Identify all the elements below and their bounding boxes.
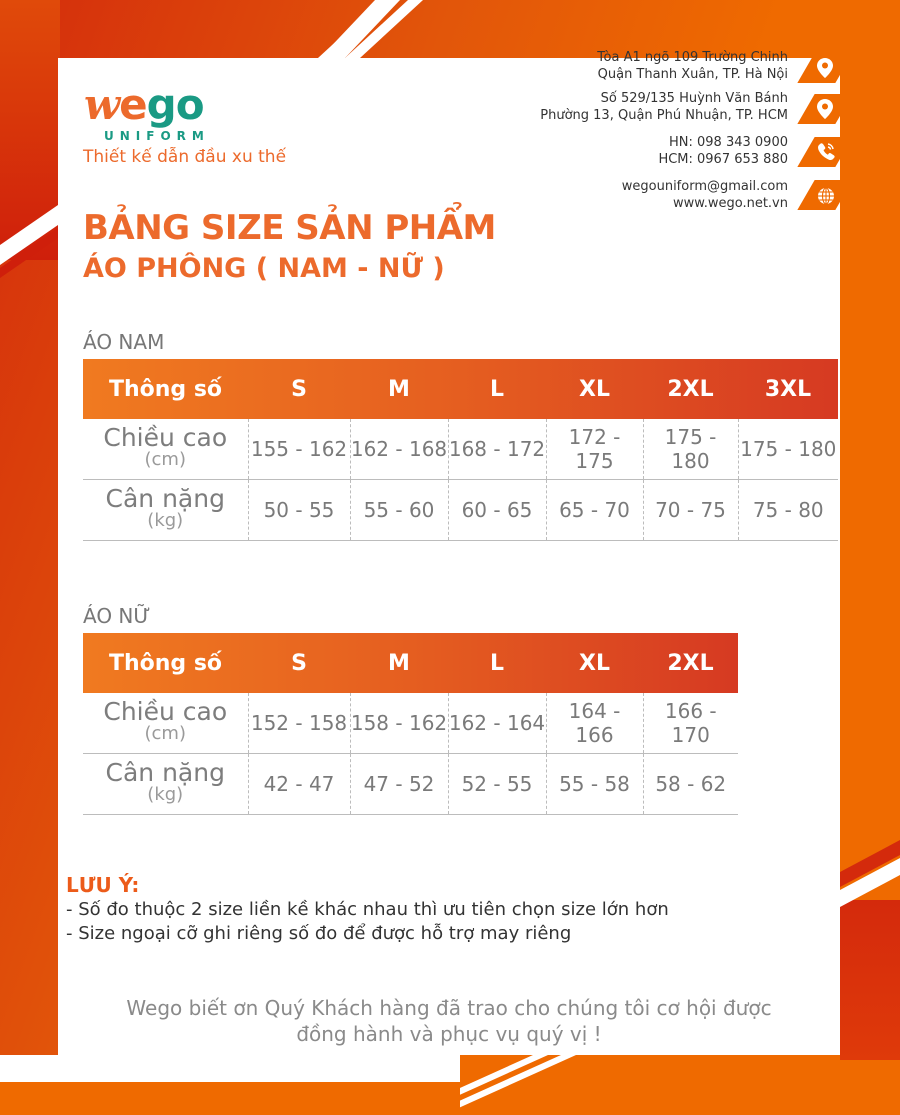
- page-subtitle: ÁO PHÔNG ( NAM - NỮ ): [83, 253, 445, 284]
- table-row: [83, 754, 738, 815]
- table-row: [83, 480, 838, 541]
- row-label: Cân nặng (kg): [83, 754, 248, 815]
- contact-address-hcm: [540, 90, 788, 124]
- table-cell: 42 - 47: [248, 754, 350, 815]
- men-section-label: ÁO NAM: [83, 330, 165, 354]
- note-item: - Số đo thuộc 2 size liền kề khác nhau thì ưu tiên chọn size lớn hơn: [66, 899, 669, 920]
- header-cell: L: [489, 376, 505, 402]
- table-cell: 60 - 65: [448, 480, 546, 541]
- phone-icon: [806, 137, 844, 167]
- row-label: Chiều cao (cm): [83, 693, 248, 754]
- table-row: [83, 693, 738, 754]
- contact-line: Phường 13, Quận Phú Nhuận, TP. HCM: [540, 108, 788, 123]
- table-cell: 164 - 166: [546, 693, 643, 754]
- header-cell: S: [291, 650, 307, 676]
- table-cell: 55 - 58: [546, 754, 643, 815]
- table-cell: 65 - 70: [546, 480, 643, 541]
- table-cell: 175 - 180: [643, 419, 738, 480]
- email-link[interactable]: wegouniform@gmail.com: [621, 179, 788, 194]
- row-label: Cân nặng (kg): [83, 480, 248, 541]
- table-cell: 172 - 175: [546, 419, 643, 480]
- header-cell: S: [291, 376, 307, 402]
- header-cell: 2XL: [667, 376, 714, 402]
- thanks-line: đồng hành và phục vụ quý vị !: [296, 1022, 602, 1046]
- men-header-row: [83, 359, 838, 419]
- women-header-row: [83, 633, 738, 693]
- table-cell: 152 - 158: [248, 693, 350, 754]
- header-cell: M: [388, 650, 410, 676]
- header-cell: 3XL: [764, 376, 812, 402]
- table-cell: 168 - 172: [448, 419, 546, 480]
- table-cell: 162 - 164: [448, 693, 546, 754]
- bottom-band: [0, 1082, 460, 1115]
- contact-web: [622, 178, 788, 212]
- logo-uniform: UNIFORM: [104, 129, 210, 143]
- table-cell: 70 - 75: [643, 480, 738, 541]
- contact-phones: [658, 134, 788, 168]
- table-cell: 175 - 180: [738, 419, 838, 480]
- table-cell: 52 - 55: [448, 754, 546, 815]
- logo-e: e: [119, 80, 147, 129]
- header-cell: Thông số: [108, 650, 223, 676]
- contact-address-hanoi: [597, 49, 788, 83]
- contact-line: Quận Thanh Xuân, TP. Hà Nội: [597, 67, 788, 82]
- thanks-line: Wego biết ơn Quý Khách hàng đã trao cho chúng tôi cơ hội được: [126, 996, 772, 1020]
- website-link[interactable]: www.wego.net.vn: [673, 196, 788, 211]
- table-row: [83, 419, 838, 480]
- table-cell: 166 - 170: [643, 693, 738, 754]
- contact-line: Tòa A1 ngõ 109 Trường Chinh: [597, 50, 788, 65]
- phone-hcm-link[interactable]: HCM: 0967 653 880: [658, 152, 788, 167]
- table-cell: 58 - 62: [643, 754, 738, 815]
- phone-hn-link[interactable]: HN: 098 343 0900: [669, 135, 788, 150]
- page-title: BẢNG SIZE SẢN PHẨM: [83, 208, 496, 248]
- thank-you-message: [58, 995, 840, 1047]
- globe-icon: [806, 180, 844, 210]
- header-cell: M: [388, 376, 410, 402]
- table-cell: 75 - 80: [738, 480, 838, 541]
- logo-go: go: [146, 80, 204, 129]
- contact-line: Số 529/135 Huỳnh Văn Bánh: [600, 91, 788, 106]
- location-pin-icon: [806, 94, 844, 124]
- women-section-label: ÁO NỮ: [83, 604, 151, 628]
- table-cell: 155 - 162: [248, 419, 350, 480]
- header-cell: Thông số: [108, 376, 223, 402]
- row-label: Chiều cao (cm): [83, 419, 248, 480]
- bottom-white-gap: [0, 1055, 460, 1082]
- notes-title: LƯU Ý:: [66, 873, 140, 897]
- header-cell: XL: [579, 650, 610, 676]
- table-cell: 162 - 168: [350, 419, 448, 480]
- header-cell: 2XL: [667, 650, 714, 676]
- location-pin-icon: [806, 53, 844, 83]
- table-cell: 158 - 162: [350, 693, 448, 754]
- logo-w: w: [84, 80, 120, 129]
- table-cell: 47 - 52: [350, 754, 448, 815]
- women-size-table: [83, 633, 738, 815]
- table-cell: 50 - 55: [248, 480, 350, 541]
- header-cell: L: [489, 650, 505, 676]
- note-item: - Size ngoại cỡ ghi riêng số đo để được hỗ trợ may riêng: [66, 923, 572, 944]
- men-size-table: [83, 359, 838, 541]
- tagline: Thiết kế dẫn đầu xu thế: [83, 147, 287, 167]
- table-cell: 55 - 60: [350, 480, 448, 541]
- header-cell: XL: [579, 376, 610, 402]
